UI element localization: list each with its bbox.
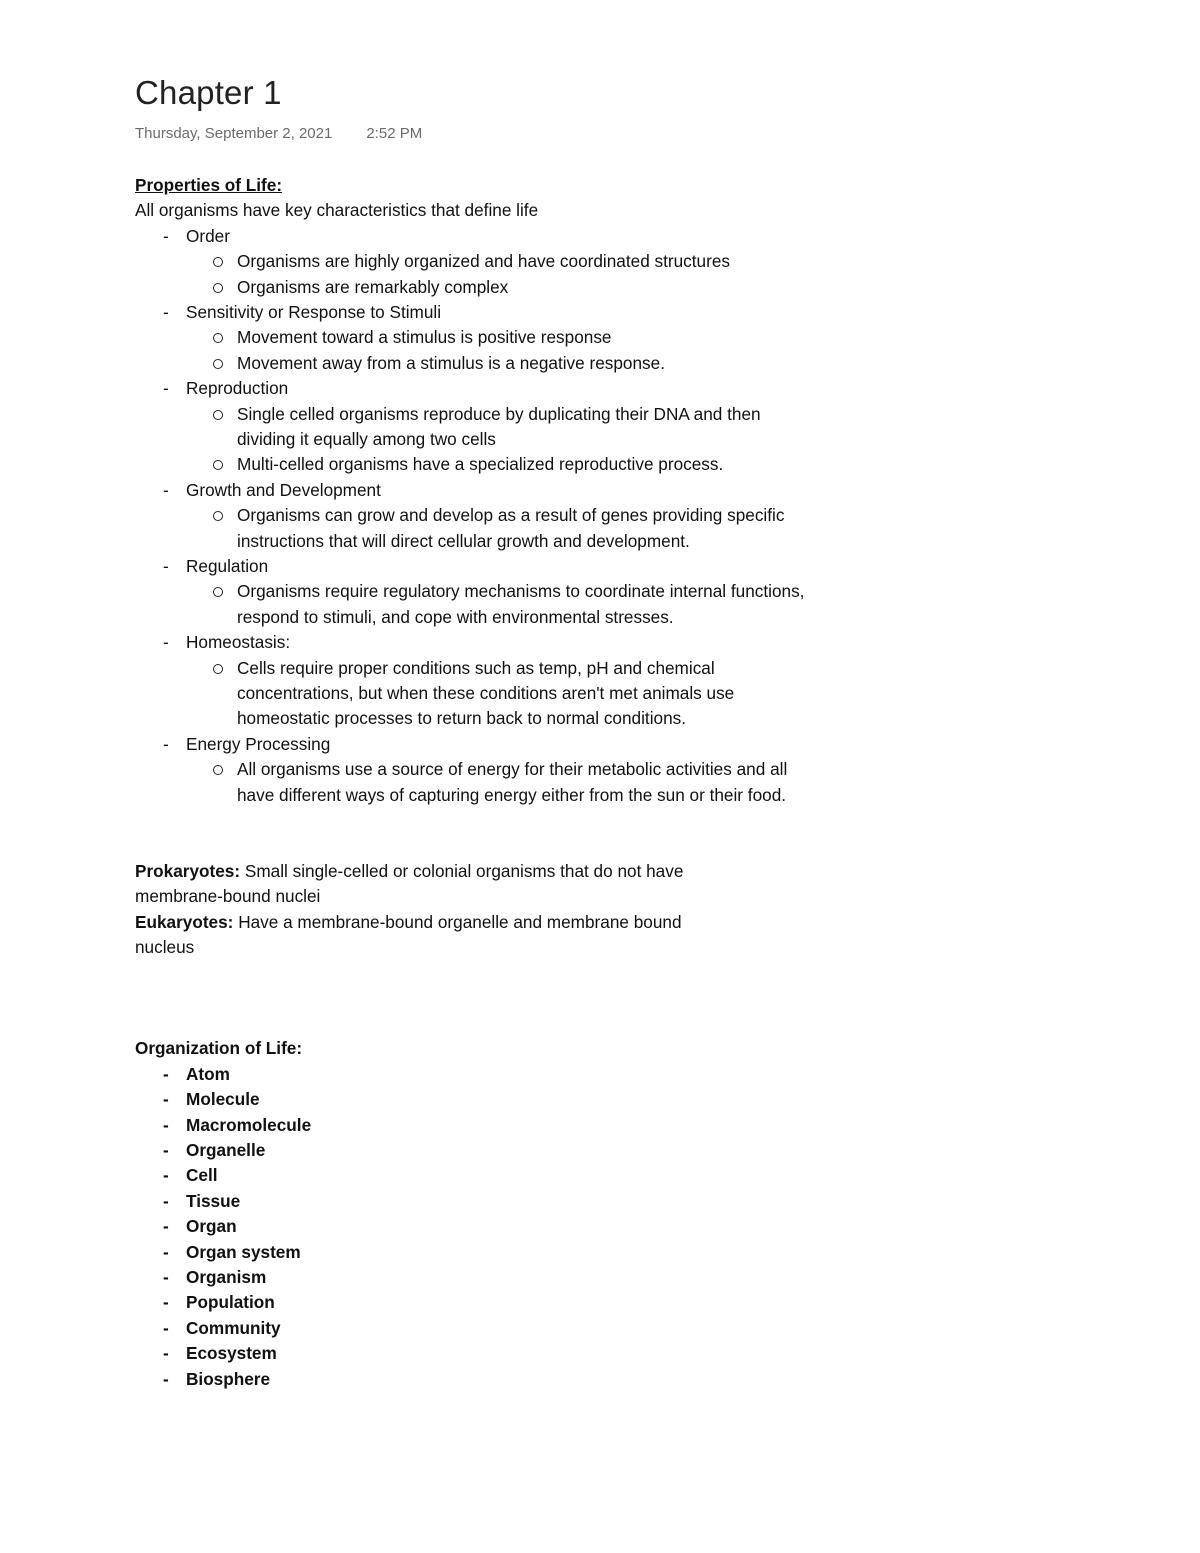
organization-level — [135, 1290, 835, 1315]
note-body — [135, 173, 835, 1392]
page-title: Chapter 1 — [135, 74, 282, 111]
property-label: Order — [186, 225, 230, 246]
dash-bullet: - — [163, 1089, 169, 1110]
dash-bullet: - — [163, 301, 169, 322]
property-detail — [135, 656, 807, 732]
organization-level-label: Atom — [186, 1063, 230, 1084]
property-label: Growth and Development — [186, 479, 381, 500]
dash-bullet: - — [163, 225, 169, 246]
eukaryotes-text: Have a membrane-bound organelle and membrane bound nucleus — [135, 911, 682, 958]
property-detail — [135, 452, 807, 477]
spacer — [135, 960, 835, 1036]
circle-bullet-icon — [213, 460, 223, 470]
property-detail — [135, 579, 807, 630]
property-detail-text: Movement toward a stimulus is positive response — [237, 327, 612, 348]
circle-bullet-icon — [213, 511, 223, 521]
property-detail — [135, 757, 807, 808]
eukaryotes-term: Eukaryotes: — [135, 911, 234, 932]
organization-level — [135, 1316, 835, 1341]
property-detail-text: Movement away from a stimulus is a negative response. — [237, 352, 665, 373]
organization-level — [135, 1087, 835, 1112]
organization-level-label: Cell — [186, 1165, 218, 1186]
organization-level-label: Community — [186, 1317, 281, 1338]
organization-level — [135, 1189, 835, 1214]
property-item — [135, 630, 835, 655]
note-metadata — [135, 125, 422, 142]
dash-bullet: - — [163, 1241, 169, 1262]
dash-bullet: - — [163, 378, 169, 399]
circle-bullet-icon — [213, 765, 223, 775]
dash-bullet: - — [163, 556, 169, 576]
organization-level — [135, 1214, 835, 1239]
organization-level — [135, 1163, 835, 1188]
property-detail-text: Organisms require regulatory mechanisms to coordinate internal functions, respond to stimuli, and cope with environmental stresses. — [237, 581, 805, 627]
organization-level — [135, 1138, 835, 1163]
property-detail-text: Multi-celled organisms have a specialized reproductive process. — [237, 454, 724, 475]
organization-level-label: Macromolecule — [186, 1114, 312, 1135]
organization-heading: Organization of Life: — [135, 1038, 303, 1059]
circle-bullet-icon — [213, 283, 223, 293]
dash-bullet: - — [163, 733, 169, 754]
organization-level — [135, 1367, 835, 1392]
prokaryotes-definition — [135, 859, 745, 910]
dash-bullet: - — [163, 1063, 169, 1084]
circle-bullet-icon — [213, 333, 223, 343]
organization-level-label: Ecosystem — [186, 1343, 277, 1364]
note-date: Thursday, September 2, 2021 — [135, 125, 333, 142]
property-detail — [135, 325, 807, 350]
dash-bullet: - — [163, 1190, 169, 1211]
spacer — [135, 808, 835, 859]
property-label: Reproduction — [186, 378, 289, 399]
eukaryotes-definition — [135, 910, 745, 961]
dash-bullet: - — [163, 1343, 169, 1364]
property-item — [135, 376, 835, 401]
property-detail — [135, 249, 807, 274]
property-detail-text: Organisms are highly organized and have coordinated structures — [237, 251, 730, 272]
circle-bullet-icon — [213, 359, 223, 369]
circle-bullet-icon — [213, 257, 223, 267]
property-label: Homeostasis: — [186, 632, 291, 653]
property-detail-text: Organisms can grow and develop as a result of genes providing specific instructions that will direct cellular growth and development. — [237, 505, 785, 551]
dash-bullet: - — [163, 632, 169, 653]
dash-bullet: - — [163, 1140, 169, 1160]
property-detail-text: Organisms are remarkably complex — [237, 276, 509, 297]
organization-level-label: Organ — [186, 1216, 237, 1237]
prokaryotes-term: Prokaryotes: — [135, 860, 241, 881]
organization-level-label: Tissue — [186, 1190, 241, 1211]
prokaryotes-text: Small single-celled or colonial organisms that do not have membrane-bound nuclei — [135, 860, 684, 907]
property-label: Regulation — [186, 556, 269, 576]
property-item — [135, 732, 835, 757]
circle-bullet-icon — [213, 410, 223, 420]
note-time: 2:52 PM — [366, 125, 423, 142]
organization-level — [135, 1341, 835, 1366]
dash-bullet: - — [163, 1114, 169, 1135]
property-item — [135, 478, 835, 503]
property-detail-text: All organisms use a source of energy for their metabolic activities and all have different ways of capturing energy either from the sun or their food. — [237, 759, 788, 805]
circle-bullet-icon — [213, 664, 223, 674]
property-detail — [135, 275, 807, 300]
organization-level — [135, 1240, 835, 1265]
dash-bullet: - — [163, 1317, 169, 1338]
circle-bullet-icon — [213, 587, 223, 597]
dash-bullet: - — [163, 1266, 169, 1287]
organization-level-label: Organelle — [186, 1140, 266, 1160]
organization-level-label: Organ system — [186, 1241, 301, 1262]
dash-bullet: - — [163, 1292, 169, 1313]
property-detail — [135, 351, 807, 376]
organization-level-label: Organism — [186, 1266, 267, 1287]
dash-bullet: - — [163, 1165, 169, 1186]
property-label: Sensitivity or Response to Stimuli — [186, 301, 442, 322]
property-detail — [135, 503, 807, 554]
property-detail-text: Cells require proper conditions such as temp, pH and chemical concentrations, but when these conditions aren't met animals use homeostatic processes to return back to normal conditions. — [237, 657, 735, 729]
property-item — [135, 554, 835, 579]
property-detail — [135, 402, 807, 453]
property-item — [135, 300, 835, 325]
dash-bullet: - — [163, 1216, 169, 1237]
properties-heading: Properties of Life: — [135, 175, 283, 195]
properties-list — [135, 224, 835, 808]
properties-intro: All organisms have key characteristics that define life — [135, 200, 539, 221]
organization-level-label: Molecule — [186, 1089, 260, 1110]
dash-bullet: - — [163, 479, 169, 500]
property-detail-text: Single celled organisms reproduce by duplicating their DNA and then dividing it equally among two cells — [237, 403, 761, 449]
property-label: Energy Processing — [186, 733, 331, 754]
organization-level — [135, 1062, 835, 1087]
organization-level-label: Biosphere — [186, 1368, 271, 1389]
organization-level-label: Population — [186, 1292, 275, 1313]
organization-level — [135, 1113, 835, 1138]
dash-bullet: - — [163, 1368, 169, 1389]
organization-level — [135, 1265, 835, 1290]
property-item — [135, 224, 835, 249]
organization-list — [135, 1062, 835, 1392]
